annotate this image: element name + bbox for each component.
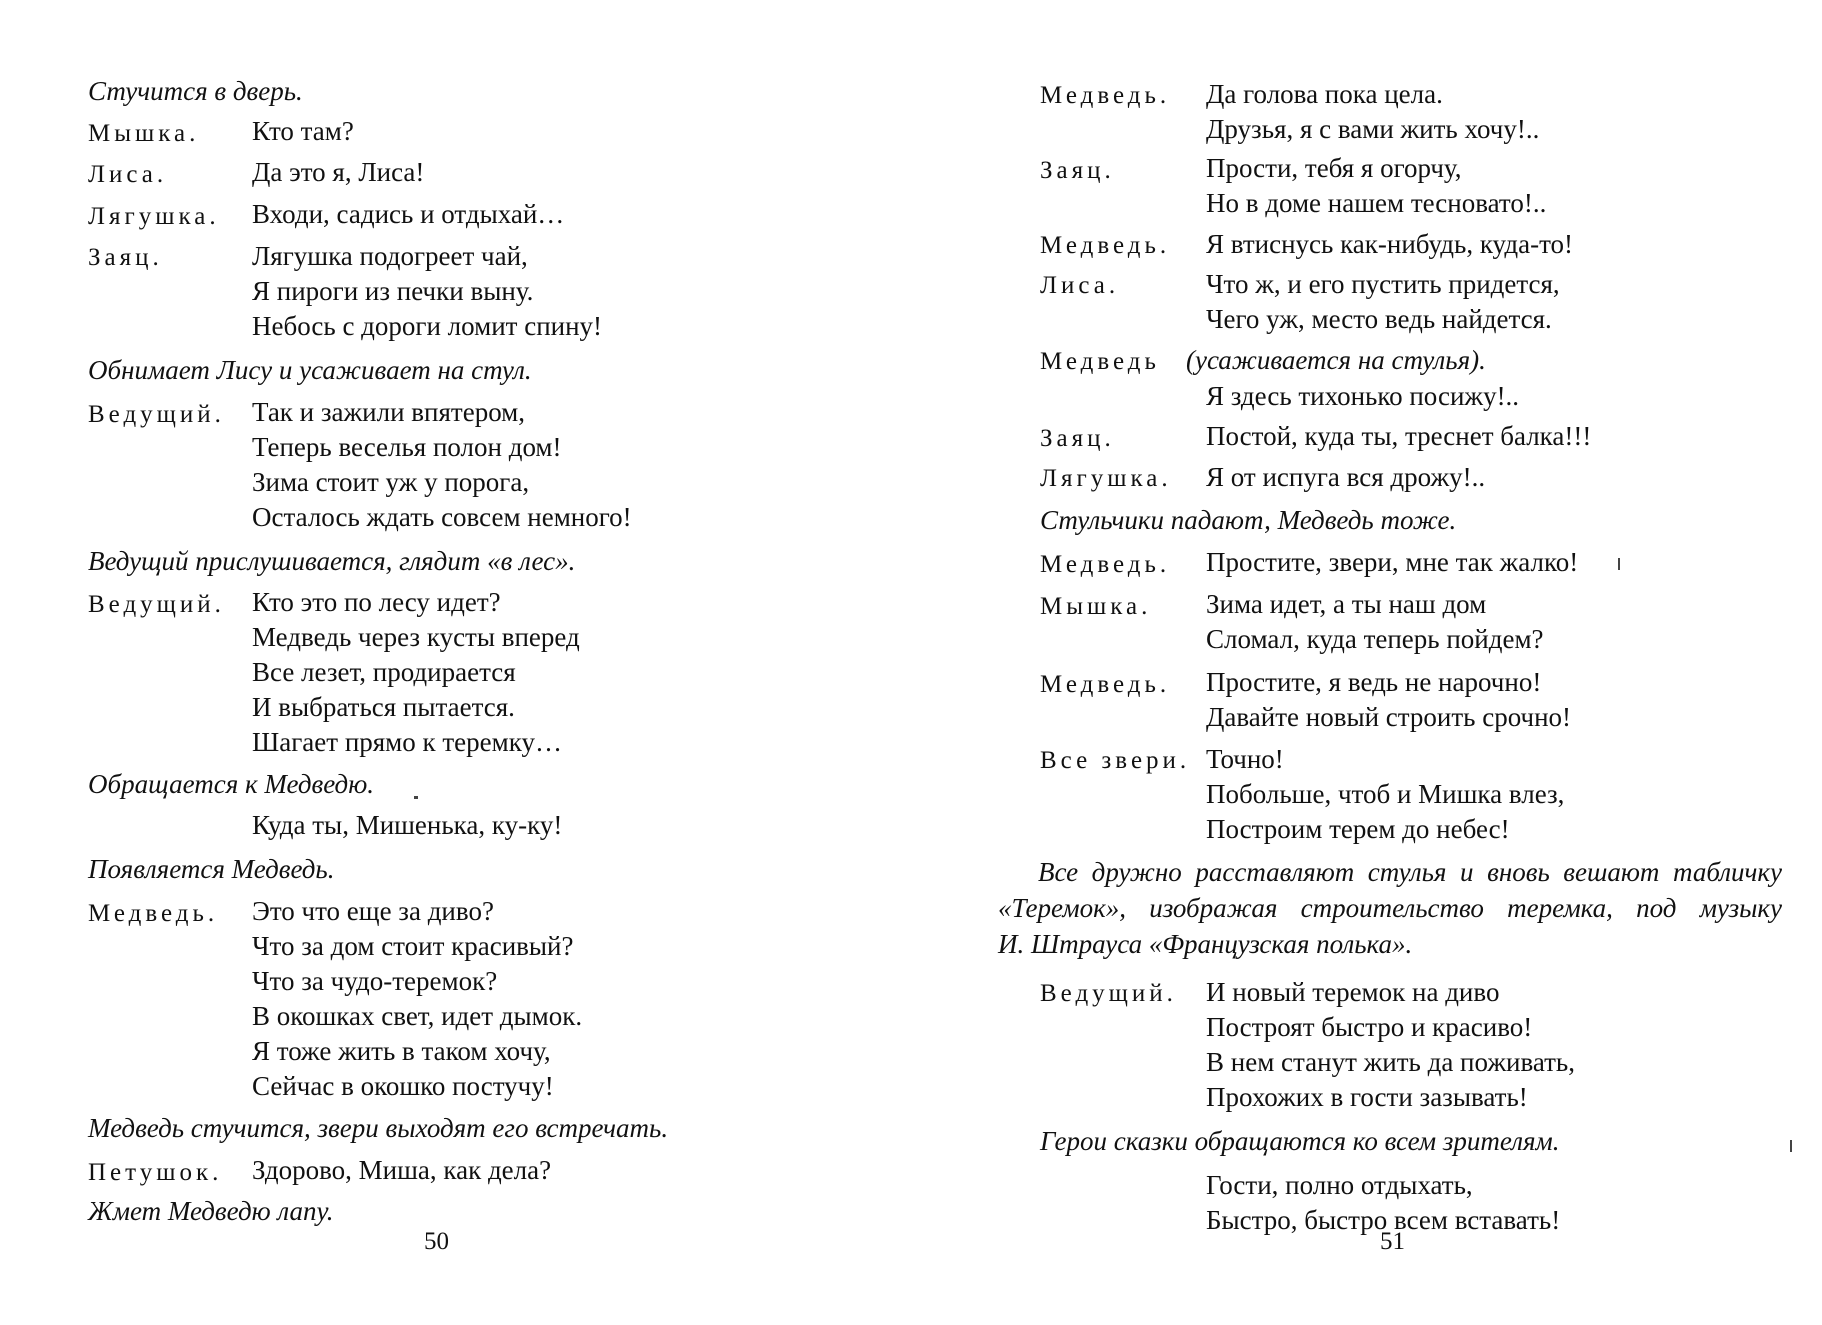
speaker-name: Мышка. xyxy=(88,120,200,147)
speaker-name: Заяц. xyxy=(1040,425,1115,452)
page-number: 50 xyxy=(424,1228,449,1255)
dialogue-line: Медведь через кусты вперед xyxy=(252,622,580,652)
dialogue-line: Простите, я ведь не нарочно! xyxy=(1206,667,1542,697)
dialogue-line: Да это я, Лиса! xyxy=(252,157,425,187)
dialogue-line: Зима идет, а ты наш дом xyxy=(1206,589,1487,619)
dialogue-line: Простите, звери, мне так жалко! xyxy=(1206,547,1579,577)
stage-direction: (усаживается на стулья). xyxy=(1186,345,1486,375)
dialogue-line: Да голова пока цела. xyxy=(1206,79,1443,109)
dialogue-line: Я здесь тихонько посижу!.. xyxy=(1206,381,1520,411)
dialogue-line: Я от испуга вся дрожу!.. xyxy=(1206,462,1486,492)
dialogue-line: Давайте новый строить срочно! xyxy=(1206,702,1572,732)
speaker-name: Медведь xyxy=(1040,348,1160,375)
dialogue-line: Лягушка подогреет чай, xyxy=(252,241,528,271)
stage-direction: Стульчики падают, Медведь тоже. xyxy=(1040,505,1457,535)
speaker-name: Все звери. xyxy=(1040,747,1191,774)
dialogue-line: Прости, тебя я огорчу, xyxy=(1206,153,1462,183)
scan-speck xyxy=(1618,558,1620,570)
speaker-name: Медведь. xyxy=(1040,232,1171,259)
dialogue-line: Кто это по лесу идет? xyxy=(252,587,501,617)
dialogue-line: Куда ты, Мишенька, ку-ку! xyxy=(252,810,563,840)
speaker-name: Лиса. xyxy=(88,161,168,188)
page-number: 51 xyxy=(1380,1228,1405,1255)
dialogue-line: Кто там? xyxy=(252,116,354,146)
dialogue-line: Здорово, Миша, как дела? xyxy=(252,1155,552,1185)
dialogue-line: Побольше, чтоб и Мишка влез, xyxy=(1206,779,1565,809)
stage-direction: Появляется Медведь. xyxy=(88,854,335,884)
speaker-name: Ведущий. xyxy=(1040,980,1177,1007)
dialogue-line: Сломал, куда теперь пойдем? xyxy=(1206,624,1544,654)
paragraph-line: Все дружно расставляют стулья и вновь вешают табличку xyxy=(1038,857,1782,887)
stage-direction: Стучится в дверь. xyxy=(88,76,303,106)
dialogue-line: Прохожих в гости зазывать! xyxy=(1206,1082,1528,1112)
stage-direction: Обнимает Лису и усаживает на стул. xyxy=(88,355,532,385)
speaker-name: Медведь. xyxy=(1040,671,1171,698)
dialogue-line: Быстро, быстро всем вставать! xyxy=(1206,1205,1561,1235)
dialogue-line: Чего уж, место ведь найдется. xyxy=(1206,304,1552,334)
dialogue-line: Входи, садись и отдыхай… xyxy=(252,199,565,229)
dialogue-line: И новый теремок на диво xyxy=(1206,977,1500,1007)
dialogue-line: Что за дом стоит красивый? xyxy=(252,931,574,961)
scan-speck xyxy=(1790,1140,1792,1152)
stage-direction: Ведущий прислушивается, глядит «в лес». xyxy=(88,546,576,576)
paragraph-line: «Теремок», изображая строительство теремка, под музыку xyxy=(998,893,1782,923)
speaker-name: Ведущий. xyxy=(88,401,225,428)
speaker-name: Ведущий. xyxy=(88,591,225,618)
dialogue-line: Я тоже жить в таком хочу, xyxy=(252,1036,551,1066)
dialogue-line: Точно! xyxy=(1206,744,1284,774)
dialogue-line: Что за чудо-теремок? xyxy=(252,966,498,996)
scan-speck xyxy=(414,796,418,799)
stage-direction: Герои сказки обращаются ко всем зрителям. xyxy=(1040,1126,1560,1156)
dialogue-line: И выбраться пытается. xyxy=(252,692,515,722)
dialogue-line: Шагает прямо к теремку… xyxy=(252,727,562,757)
dialogue-line: Это что еще за диво? xyxy=(252,896,494,926)
dialogue-line: Я втиснусь как-нибудь, куда-то! xyxy=(1206,229,1574,259)
speaker-name: Лиса. xyxy=(1040,272,1120,299)
dialogue-line: Но в доме нашем тесновато!.. xyxy=(1206,188,1547,218)
dialogue-line: Что ж, и его пустить придется, xyxy=(1206,269,1560,299)
dialogue-line: Друзья, я с вами жить хочу!.. xyxy=(1206,114,1540,144)
speaker-name: Медведь. xyxy=(1040,551,1171,578)
paragraph-line: И. Штрауса «Французская полька». xyxy=(998,929,1413,959)
stage-direction: Обращается к Медведю. xyxy=(88,769,374,799)
dialogue-line: Я пироги из печки выну. xyxy=(252,276,534,306)
stage-direction: Медведь стучится, звери выходят его встречать. xyxy=(88,1113,669,1143)
dialogue-line: В нем станут жить да поживать, xyxy=(1206,1047,1575,1077)
dialogue-line: Постой, куда ты, треснет балка!!! xyxy=(1206,421,1592,451)
speaker-name: Мышка. xyxy=(1040,593,1152,620)
speaker-name: Медведь. xyxy=(88,900,219,927)
dialogue-line: Небось с дороги ломит спину! xyxy=(252,311,603,341)
dialogue-line: Осталось ждать совсем немного! xyxy=(252,502,632,532)
dialogue-line: Зима стоит уж у порога, xyxy=(252,467,530,497)
stage-direction-paragraph xyxy=(998,854,1782,962)
dialogue-line: Гости, полно отдыхать, xyxy=(1206,1170,1473,1200)
dialogue-line: Теперь веселья полон дом! xyxy=(252,432,562,462)
dialogue-line: Сейчас в окошко постучу! xyxy=(252,1071,554,1101)
speaker-name: Медведь. xyxy=(1040,82,1171,109)
stage-direction: Жмет Медведю лапу. xyxy=(88,1196,334,1226)
speaker-name: Лягушка. xyxy=(1040,465,1172,492)
dialogue-line: Построят быстро и красиво! xyxy=(1206,1012,1533,1042)
dialogue-line: Построим терем до небес! xyxy=(1206,814,1510,844)
speaker-name: Лягушка. xyxy=(88,203,220,230)
speaker-name: Петушок. xyxy=(88,1159,223,1186)
dialogue-line: В окошках свет, идет дымок. xyxy=(252,1001,583,1031)
dialogue-line: Так и зажили впятером, xyxy=(252,397,526,427)
dialogue-line: Все лезет, продирается xyxy=(252,657,516,687)
speaker-name: Заяц. xyxy=(1040,157,1115,184)
speaker-name: Заяц. xyxy=(88,244,163,271)
